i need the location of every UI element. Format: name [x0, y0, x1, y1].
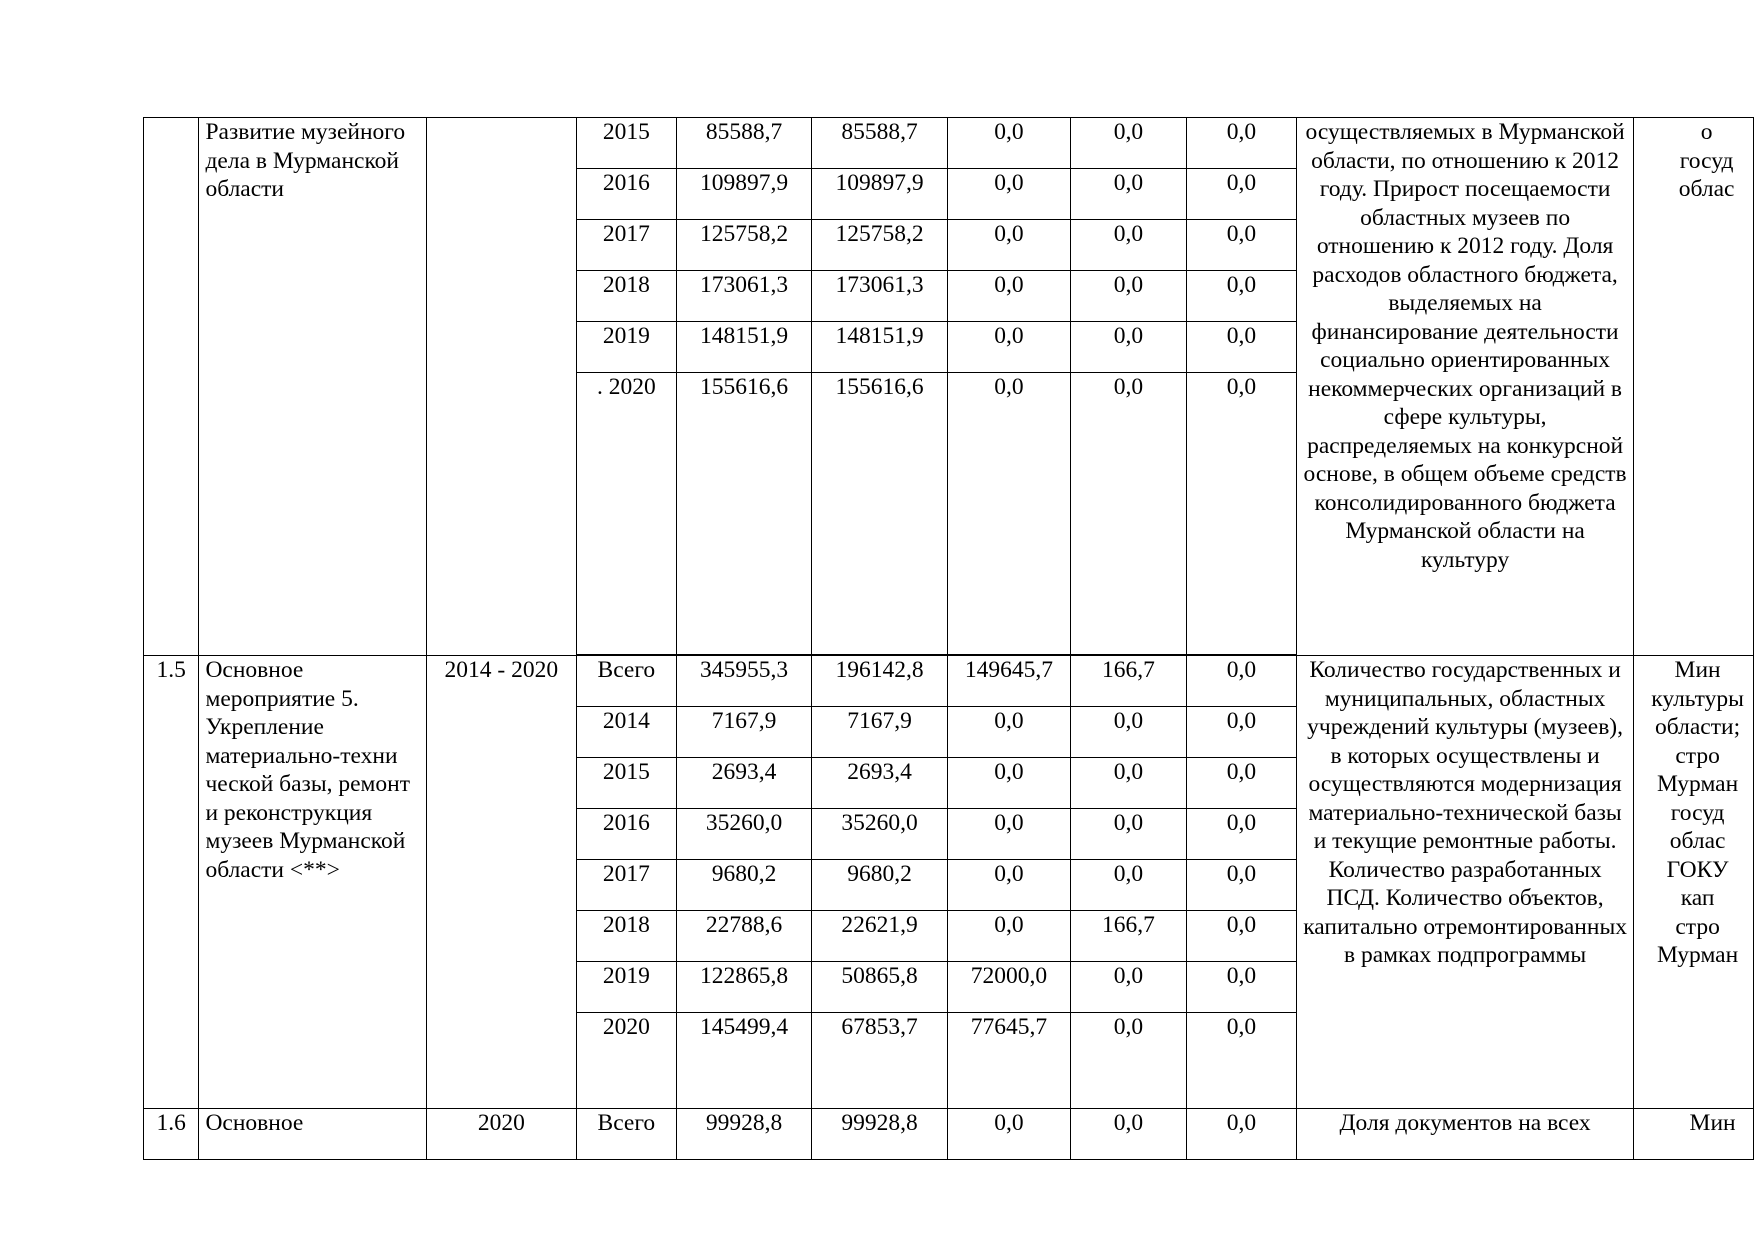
other-cell: 0,0 — [1186, 860, 1296, 911]
municipal-cell: 0,0 — [1070, 169, 1186, 220]
municipal-cell: 0,0 — [1070, 809, 1186, 860]
municipal-cell: 0,0 — [1070, 322, 1186, 373]
regional-cell: 173061,3 — [812, 271, 948, 322]
other-cell: 0,0 — [1186, 809, 1296, 860]
municipal-cell: 0,0 — [1070, 220, 1186, 271]
regional-cell: 148151,9 — [812, 322, 948, 373]
other-cell: 0,0 — [1186, 271, 1296, 322]
municipal-cell: 0,0 — [1070, 118, 1186, 169]
year-cell: Всего — [576, 1109, 676, 1160]
year-cell: 2018 — [576, 911, 676, 962]
year-cell: 2015 — [576, 758, 676, 809]
total-cell: 148151,9 — [676, 322, 812, 373]
other-cell: 0,0 — [1186, 373, 1296, 655]
federal-cell: 0,0 — [947, 271, 1070, 322]
other-cell: 0,0 — [1186, 169, 1296, 220]
other-cell: 0,0 — [1186, 1013, 1296, 1109]
total-cell: 109897,9 — [676, 169, 812, 220]
responsible-fragment: о госуд облас — [1678, 119, 1735, 202]
table-body — [144, 118, 1754, 1160]
other-cell: 0,0 — [1186, 911, 1296, 962]
year-cell: 2016 — [576, 169, 676, 220]
year-cell: 2018 — [576, 271, 676, 322]
responsible-text — [1634, 1109, 1754, 1160]
regional-cell: 50865,8 — [812, 962, 948, 1013]
total-cell: 7167,9 — [676, 707, 812, 758]
year-cell: 2019 — [576, 962, 676, 1013]
total-cell: 122865,8 — [676, 962, 812, 1013]
total-cell: 22788,6 — [676, 911, 812, 962]
year-cell: 2017 — [576, 860, 676, 911]
table-row — [144, 656, 1754, 707]
year-cell: 2019 — [576, 322, 676, 373]
year-cell: Всего — [576, 656, 676, 707]
regional-cell: 22621,9 — [812, 911, 948, 962]
federal-cell: 0,0 — [947, 707, 1070, 758]
regional-cell: 85588,7 — [812, 118, 948, 169]
municipal-cell: 0,0 — [1070, 1109, 1186, 1160]
indicator-text: осуществляемых в Мурманской области, по отношению к 2012 году. Прирост посещаемости областных музеев по отношению к 2012 году. Доля расходов областного бюджета, выделяемых на финансирование деятельности социально ориентированных некоммерческих организаций в сфере культуры, распределяемых на конкурсной основе, в общем объеме средств консолидированного бюджета Мурманской области на культуру — [1297, 118, 1634, 656]
federal-cell: 0,0 — [947, 860, 1070, 911]
program-funding-table — [143, 117, 1754, 1160]
indicator-text: Доля документов на всех — [1297, 1109, 1634, 1160]
regional-cell: 99928,8 — [812, 1109, 948, 1160]
total-cell: 173061,3 — [676, 271, 812, 322]
regional-cell: 35260,0 — [812, 809, 948, 860]
row-index-cell: 1.5 — [144, 656, 199, 1109]
row-index-cell — [144, 118, 199, 656]
municipal-cell: 0,0 — [1070, 373, 1186, 655]
responsible-text — [1634, 118, 1754, 656]
regional-cell: 125758,2 — [812, 220, 948, 271]
federal-cell: 0,0 — [947, 118, 1070, 169]
federal-cell: 0,0 — [947, 758, 1070, 809]
municipal-cell: 0,0 — [1070, 707, 1186, 758]
total-cell: 125758,2 — [676, 220, 812, 271]
total-cell: 145499,4 — [676, 1013, 812, 1109]
other-cell: 0,0 — [1186, 758, 1296, 809]
municipal-cell: 0,0 — [1070, 271, 1186, 322]
municipal-cell: 166,7 — [1070, 911, 1186, 962]
row-index-cell: 1.6 — [144, 1109, 199, 1160]
federal-cell: 0,0 — [947, 809, 1070, 860]
regional-cell: 9680,2 — [812, 860, 948, 911]
year-cell: 2020 — [576, 1013, 676, 1109]
other-cell: 0,0 — [1186, 656, 1296, 707]
period-cell: 2020 — [426, 1109, 576, 1160]
regional-cell: 67853,7 — [812, 1013, 948, 1109]
municipal-cell: 0,0 — [1070, 962, 1186, 1013]
regional-cell: 2693,4 — [812, 758, 948, 809]
other-cell: 0,0 — [1186, 220, 1296, 271]
activity-name: Развитие музейного дела в Мурманской области — [199, 118, 426, 656]
regional-cell: 155616,6 — [812, 373, 948, 655]
federal-cell: 0,0 — [947, 322, 1070, 373]
table-row — [144, 118, 1754, 169]
year-cell: 2015 — [576, 118, 676, 169]
activity-name: Основное мероприятие 5. Укрепление материально-техни ческой базы, ремонт и реконструкция музеев Мурманской области <**> — [199, 656, 426, 1109]
other-cell: 0,0 — [1186, 707, 1296, 758]
period-cell: 2014 - 2020 — [426, 656, 576, 1109]
year-cell: 2014 — [576, 707, 676, 758]
federal-cell: 0,0 — [947, 911, 1070, 962]
year-cell: 2017 — [576, 220, 676, 271]
municipal-cell: 0,0 — [1070, 758, 1186, 809]
other-cell: 0,0 — [1186, 118, 1296, 169]
total-cell: 85588,7 — [676, 118, 812, 169]
regional-cell: 109897,9 — [812, 169, 948, 220]
municipal-cell: 0,0 — [1070, 860, 1186, 911]
federal-cell: 0,0 — [947, 373, 1070, 655]
federal-cell: 0,0 — [947, 1109, 1070, 1160]
total-cell: 35260,0 — [676, 809, 812, 860]
year-cell: . 2020 — [576, 373, 676, 655]
regional-cell: 7167,9 — [812, 707, 948, 758]
federal-cell: 0,0 — [947, 220, 1070, 271]
other-cell: 0,0 — [1186, 1109, 1296, 1160]
table-row — [144, 1109, 1754, 1160]
total-cell: 2693,4 — [676, 758, 812, 809]
activity-name: Основное — [199, 1109, 426, 1160]
indicator-text: Количество государственных и муниципальных, областных учреждений культуры (музеев), в которых осуществлены и осуществляются модернизация материально-технической базы и текущие ремонтные работы. Количество разработанных ПСД. Количество объектов, капитально отремонтированных в рамках подпрограммы — [1297, 656, 1634, 1109]
responsible-fragment: Мин — [1689, 1110, 1736, 1136]
total-cell: 155616,6 — [676, 373, 812, 655]
federal-cell: 149645,7 — [947, 656, 1070, 707]
year-cell: 2016 — [576, 809, 676, 860]
municipal-cell: 166,7 — [1070, 656, 1186, 707]
responsible-text — [1634, 656, 1754, 1109]
municipal-cell: 0,0 — [1070, 1013, 1186, 1109]
period-cell — [426, 118, 576, 656]
other-cell: 0,0 — [1186, 322, 1296, 373]
responsible-fragment: Мин культуры области; стро Мурман госуд облас ГОКУ кап стро Мурман — [1651, 657, 1744, 968]
federal-cell: 72000,0 — [947, 962, 1070, 1013]
federal-cell: 77645,7 — [947, 1013, 1070, 1109]
regional-cell: 196142,8 — [812, 656, 948, 707]
total-cell: 9680,2 — [676, 860, 812, 911]
other-cell: 0,0 — [1186, 962, 1296, 1013]
total-cell: 99928,8 — [676, 1109, 812, 1160]
federal-cell: 0,0 — [947, 169, 1070, 220]
total-cell: 345955,3 — [676, 656, 812, 707]
